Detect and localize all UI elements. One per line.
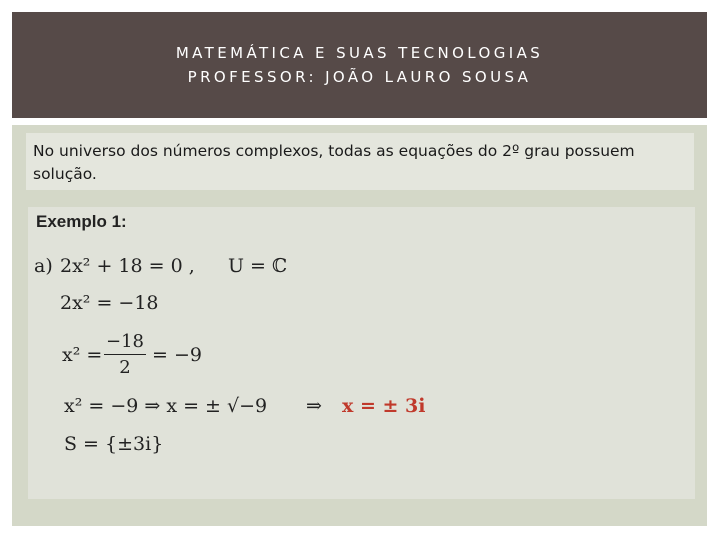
implies-arrow: ⇒ (306, 395, 322, 417)
step-3: x² = −9 ⇒ x = ± √−9 (64, 395, 268, 417)
fraction-denominator: 2 (119, 357, 131, 378)
example-title: Exemplo 1: (36, 212, 127, 231)
step-1: 2x² = −18 (60, 292, 159, 314)
fraction-numerator: −18 (104, 331, 146, 355)
header-professor: PROFESSOR: JOÃO LAURO SOUSA (187, 68, 532, 86)
header-subject: MATEMÁTICA E SUAS TECNOLOGIAS (175, 44, 544, 62)
equation-main: 2x² + 18 = 0 , (60, 255, 195, 277)
step-2-rhs: = −9 (152, 344, 202, 366)
item-label: a) (34, 255, 53, 277)
solution-set: S = {±3i} (64, 433, 164, 455)
universe-set: U = ℂ (228, 255, 288, 277)
statement-box (26, 133, 694, 190)
slide-header (12, 12, 707, 118)
step-2-lhs: x² = (62, 344, 103, 366)
statement-text: No universo dos números complexos, todas as equações do 2º grau possuem solução. (33, 142, 635, 183)
result-highlight: x = ± 3i (342, 395, 426, 417)
step-2-fraction (104, 331, 146, 378)
